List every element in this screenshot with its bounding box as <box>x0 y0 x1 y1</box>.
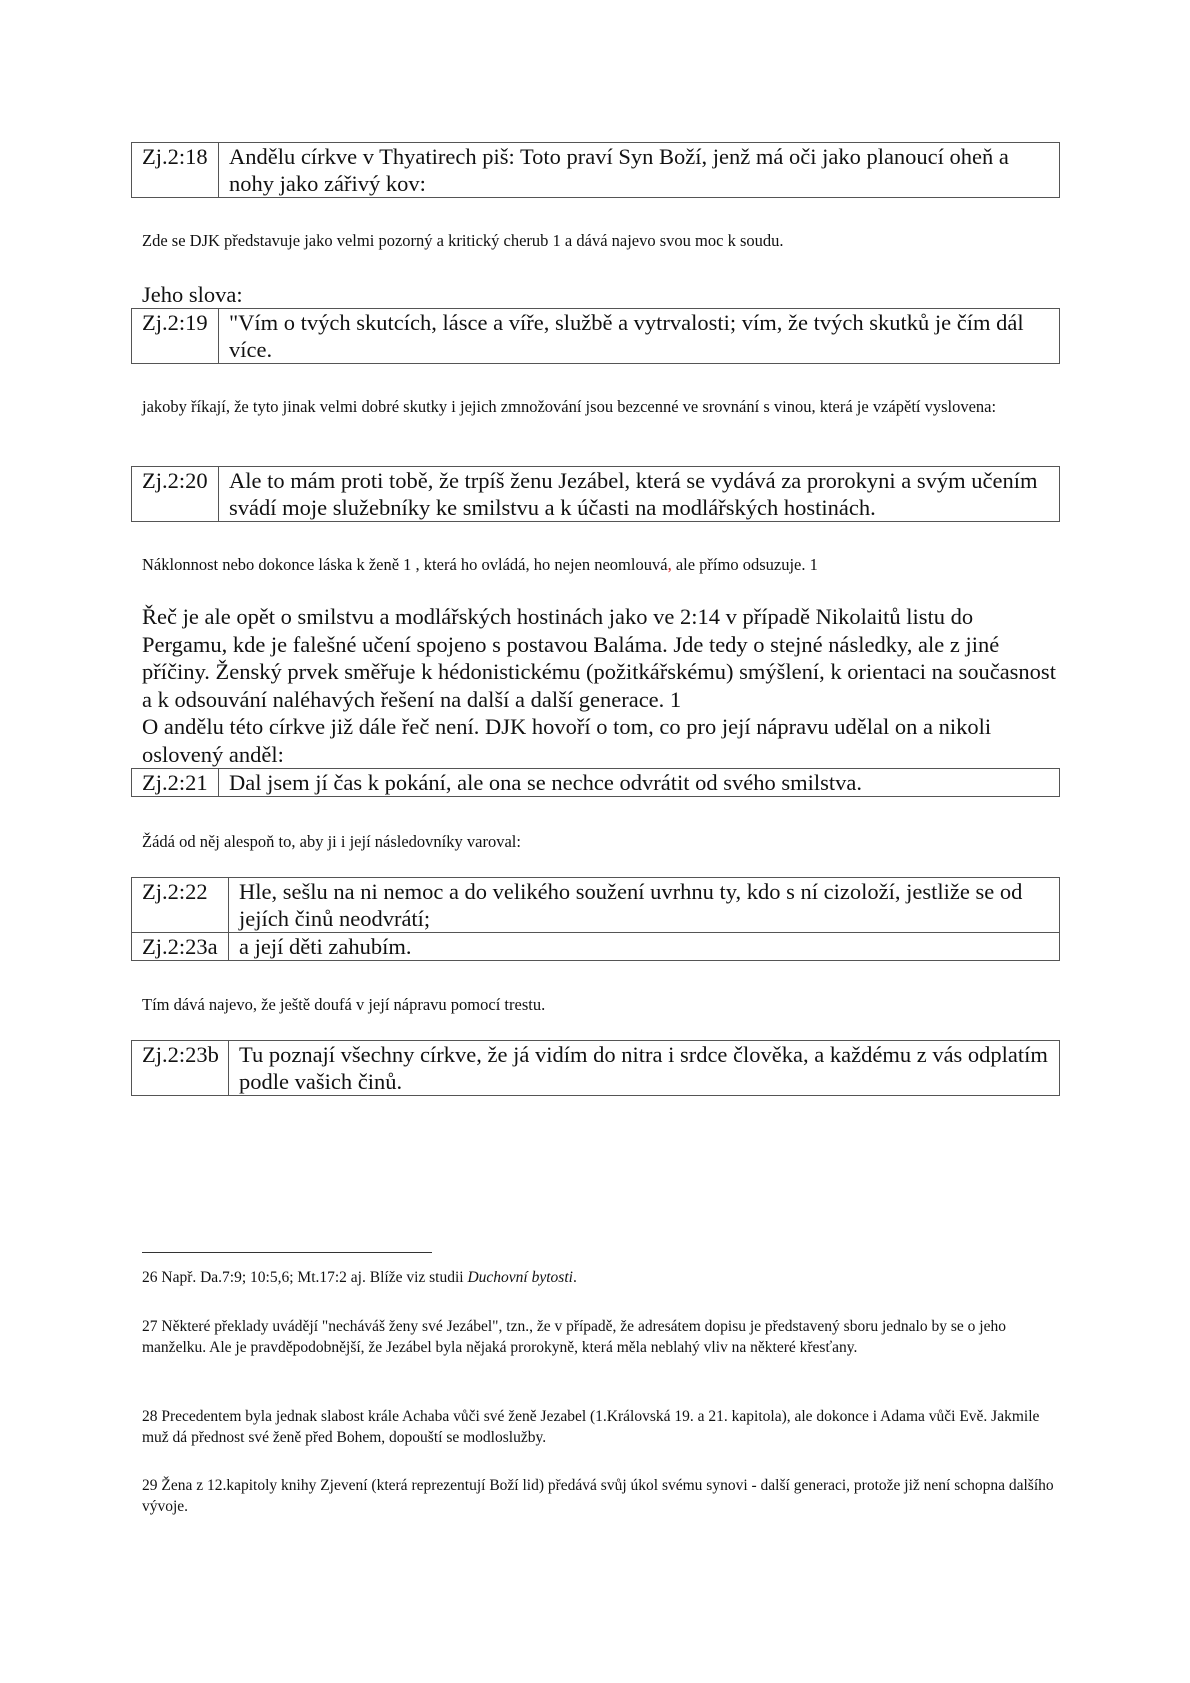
verse-table-2-18 <box>131 142 1060 198</box>
verse-ref: Zj.2:19 <box>132 309 219 364</box>
verse-text: Dal jsem jí čas k pokání, ale ona se nechce odvrátit od svého smilstva. <box>219 769 1060 797</box>
paragraph-naklonnost <box>142 554 1042 575</box>
verse-table-2-23b <box>131 1040 1060 1096</box>
verse-ref: Zj.2:20 <box>132 467 219 522</box>
verse-table-2-22 <box>131 877 1060 961</box>
verse-row <box>132 467 1060 522</box>
footnote-29: 29 Žena z 12.kapitoly knihy Zjevení (která reprezentují Boží lid) předává svůj úkol svému synovi - další generaci, protože již není schopna dalšího vývoje. <box>142 1477 1054 1515</box>
paragraph-naklonnost-part2: ale přímo odsuzuje. 1 <box>671 555 818 574</box>
footnote-28: 28 Precedentem byla jednak slabost krále Achaba vůči své ženě Jezabel (1.Královská 19. a 21. kapitola), ale dokonce i Adama vůči Evě. Jakmile muž dá přednost své ženě před Bohem, dopouští se modloslužby. <box>142 1408 1040 1446</box>
paragraph-cherub: Zde se DJK představuje jako velmi pozorný a kritický cherub 1 a dává najevo svou moc k soudu. <box>142 231 784 250</box>
verse-row <box>132 769 1060 797</box>
footnote-26 <box>142 1268 1062 1289</box>
highlighted-comma: , <box>667 555 672 574</box>
verse-text: Hle, sešlu na ni nemoc a do velikého soužení uvrhnu ty, kdo s ní cizoloží, jestliže se od jejích činů neodvrátí; <box>229 878 1060 933</box>
verse-row <box>132 143 1060 198</box>
verse-table-2-19 <box>131 308 1060 364</box>
verse-text: Ale to mám proti tobě, že trpíš ženu Jezábel, která se vydává za prorokyni a svým učením svádí moje služebníky ke smilstvu a k účasti na modlářských hostinách. <box>219 467 1060 522</box>
verse-ref: Zj.2:21 <box>132 769 219 797</box>
paragraph-jakoby: jakoby říkají, že tyto jinak velmi dobré skutky i jejich zmnožování jsou bezcenné ve srovnání s vinou, která je vzápětí vyslovena: <box>142 397 997 416</box>
paragraph-zada: Žádá od něj alespoň to, aby ji i její následovníky varoval: <box>142 832 521 851</box>
footnote-26-text: 26 Např. Da.7:9; 10:5,6; Mt.17:2 aj. Blíže viz studii <box>142 1269 468 1286</box>
verse-text: Andělu církve v Thyatirech piš: Toto praví Syn Boží, jenž má oči jako planoucí oheň a nohy jako zářivý kov: <box>219 143 1060 198</box>
verse-row <box>132 933 1060 961</box>
paragraph-naklonnost-part1: Náklonnost nebo dokonce láska k ženě 1 , která ho ovládá, ho nejen neomlouvá <box>142 555 668 574</box>
verse-row <box>132 878 1060 933</box>
verse-table-2-21 <box>131 768 1060 797</box>
paragraph-rec: Řeč je ale opět o smilstvu a modlářských hostinách jako ve 2:14 v případě Nikolaitů listu do Pergamu, kde je falešné učení spojeno s postavou Baláma. Jde tedy o stejné následky, ale z jiné příčiny. Ženský prvek směřuje k hédonistickému (požitkářskému) smýšlení, k orientaci na současnost a k odsouvání naléhavých řešení na další a další generace. 1 <box>142 604 1056 712</box>
verse-ref: Zj.2:23a <box>132 933 229 961</box>
verse-text: "Vím o tvých skutcích, lásce a víře, službě a vytrvalosti; vím, že tvých skutků je čím dál více. <box>219 309 1060 364</box>
footnote-26-end: . <box>572 1269 577 1286</box>
verse-row <box>132 309 1060 364</box>
verse-ref: Zj.2:18 <box>132 143 219 198</box>
verse-row <box>132 1041 1060 1096</box>
footnote-separator <box>142 1252 432 1253</box>
footnote-27: 27 Některé překlady uvádějí "necháváš ženy své Jezábel", tzn., že v případě, že adresátem dopisu je představený sboru jednalo by se o jeho manželku. Ale je pravděpodobnější, že Jezábel byla nějaká prorokyně, která měla neblahý vliv na některé křesťany. <box>142 1318 1006 1356</box>
verse-ref: Zj.2:22 <box>132 878 229 933</box>
paragraph-tim: Tím dává najevo, že ještě doufá v její nápravu pomocí trestu. <box>142 995 546 1014</box>
verse-table-2-20 <box>131 466 1060 522</box>
paragraph-andel: O andělu této církve již dále řeč není. DJK hovoří o tom, co pro její nápravu udělal on a nikoli oslovený anděl: <box>142 714 992 767</box>
footnote-26-title: Duchovní bytosti <box>467 1269 573 1286</box>
paragraph-jeho-slova: Jeho slova: <box>142 282 243 307</box>
verse-ref: Zj.2:23b <box>132 1041 229 1096</box>
verse-text: Tu poznají všechny církve, že já vidím do nitra i srdce člověka, a každému z vás odplatím podle vašich činů. <box>229 1041 1060 1096</box>
verse-text: a její děti zahubím. <box>229 933 1060 961</box>
